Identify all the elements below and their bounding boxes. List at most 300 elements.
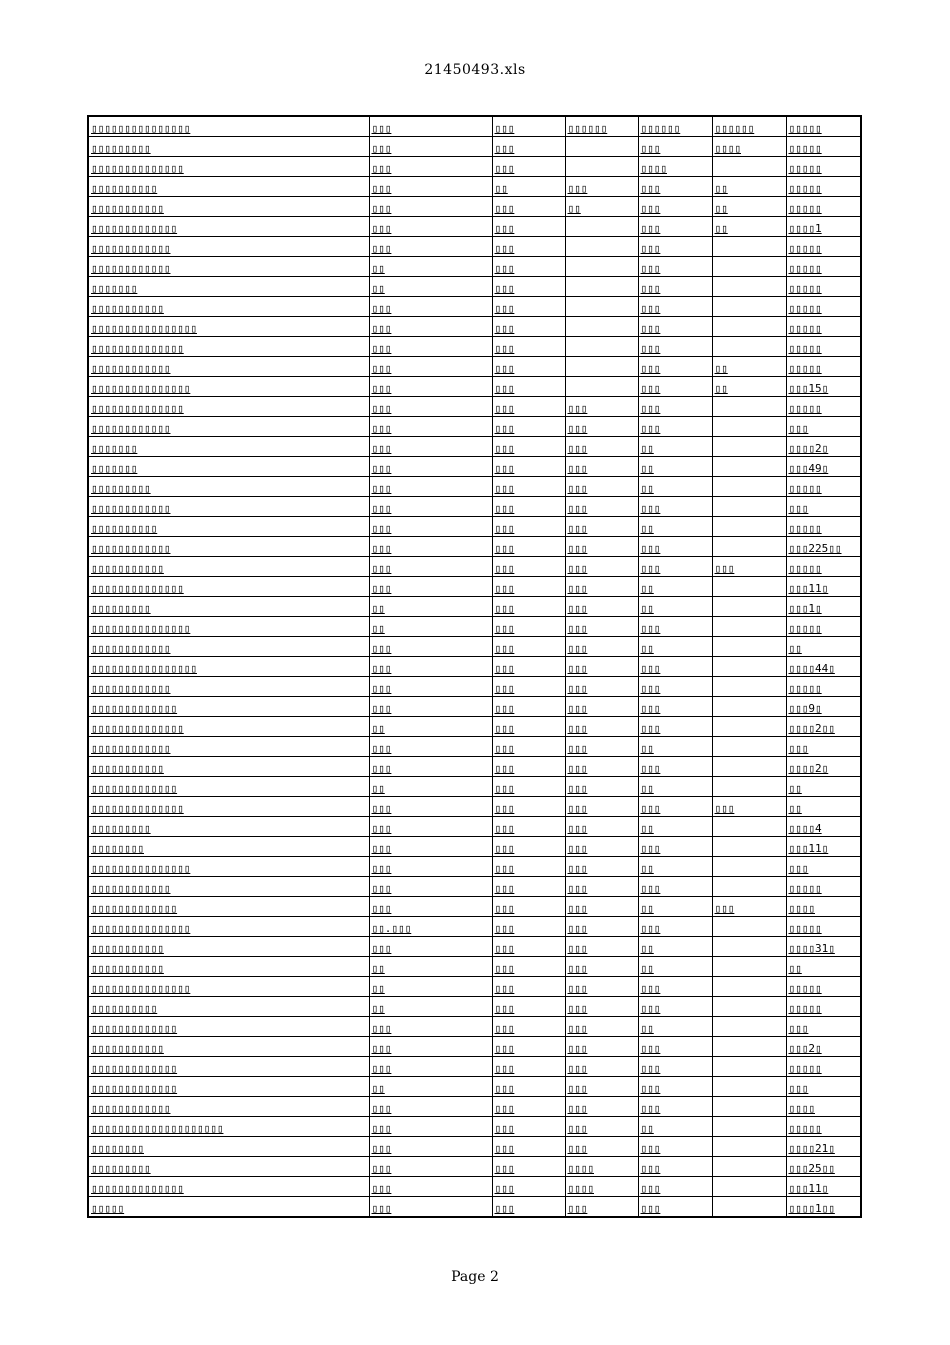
cell-text: ▯▯▯ <box>371 1202 392 1215</box>
cell-text: ▯▯▯ <box>371 302 392 315</box>
table-cell <box>88 697 369 717</box>
table-cell <box>786 697 861 717</box>
cell-text: ▯▯▯ <box>494 302 515 315</box>
table-cell <box>492 857 565 877</box>
cell-text: ▯▯▯ <box>494 322 515 335</box>
table-cell <box>565 297 638 317</box>
cell-text: ▯▯ <box>640 642 654 655</box>
cell-text: ▯▯▯ <box>371 1162 392 1175</box>
cell-text: ▯▯▯ <box>494 1182 515 1195</box>
cell-text: ▯▯▯ <box>640 502 661 515</box>
cell-text: ▯▯▯▯▯ <box>788 402 822 415</box>
table-cell <box>88 1017 369 1037</box>
table-row <box>88 957 861 977</box>
cell-text: ▯▯ <box>371 982 385 995</box>
table-cell <box>638 637 712 657</box>
table-cell <box>88 116 369 137</box>
cell-text: ▯▯▯▯▯▯▯▯▯▯▯▯ <box>91 262 171 275</box>
cell-text: ▯▯▯▯▯▯▯▯▯▯▯▯▯▯▯▯ <box>91 662 197 675</box>
cell-text: ▯▯▯▯ <box>567 1182 594 1195</box>
table-cell <box>565 197 638 217</box>
table-cell <box>712 517 786 537</box>
table-cell <box>638 417 712 437</box>
table-cell <box>88 577 369 597</box>
cell-text: ▯▯▯ <box>494 482 515 495</box>
table-cell <box>369 257 492 277</box>
cell-text: ▯▯▯ <box>714 802 735 815</box>
table-cell <box>88 457 369 477</box>
table-cell <box>88 717 369 737</box>
table-cell <box>565 1117 638 1137</box>
table-cell <box>786 277 861 297</box>
cell-text: ▯▯▯▯▯ <box>788 322 822 335</box>
table-cell <box>565 537 638 557</box>
table-row <box>88 917 861 937</box>
table-cell <box>492 817 565 837</box>
table-cell <box>638 357 712 377</box>
cell-text: ▯▯▯ <box>494 822 515 835</box>
table-row <box>88 1177 861 1197</box>
table-cell <box>88 197 369 217</box>
table-cell <box>638 157 712 177</box>
table-cell <box>638 116 712 137</box>
cell-text: ▯▯▯ <box>494 162 515 175</box>
cell-text: ▯▯▯225▯▯ <box>788 542 842 555</box>
cell-text: ▯▯▯ <box>494 462 515 475</box>
cell-text: ▯▯▯▯▯ <box>788 282 822 295</box>
cell-text: ▯▯▯ <box>640 662 661 675</box>
table-cell <box>492 877 565 897</box>
table-cell <box>786 557 861 577</box>
cell-text: ▯▯▯ <box>640 1042 661 1055</box>
table-cell <box>88 1157 369 1177</box>
table-cell <box>565 437 638 457</box>
table-cell <box>638 997 712 1017</box>
cell-text: ▯▯▯▯▯▯▯▯▯▯▯▯▯▯▯ <box>91 862 191 875</box>
table-cell <box>565 997 638 1017</box>
cell-text: ▯▯ <box>640 602 654 615</box>
table-cell <box>638 437 712 457</box>
table-cell <box>88 517 369 537</box>
cell-text: ▯▯▯▯2▯ <box>788 762 829 775</box>
cell-text: ▯▯▯ <box>640 542 661 555</box>
table-cell <box>565 857 638 877</box>
table-cell <box>712 1077 786 1097</box>
cell-text: ▯▯▯ <box>494 1062 515 1075</box>
table-cell <box>786 497 861 517</box>
cell-text: ▯▯▯ <box>371 162 392 175</box>
cell-text: ▯▯ <box>640 522 654 535</box>
table-cell <box>88 237 369 257</box>
table-cell <box>565 177 638 197</box>
cell-text: ▯▯▯ <box>494 1042 515 1055</box>
table-cell <box>712 877 786 897</box>
table-cell <box>88 737 369 757</box>
table-cell <box>786 877 861 897</box>
table-row <box>88 257 861 277</box>
table-cell <box>369 277 492 297</box>
table-cell <box>712 657 786 677</box>
table-cell <box>786 797 861 817</box>
table-cell <box>712 577 786 597</box>
cell-text: ▯▯▯ <box>371 1182 392 1195</box>
cell-text: ▯▯▯ <box>371 842 392 855</box>
cell-text: ▯▯▯ <box>640 622 661 635</box>
cell-text: ▯▯▯▯▯▯▯▯▯▯▯▯▯▯▯▯▯▯▯▯ <box>91 1122 224 1135</box>
table-cell <box>492 237 565 257</box>
cell-text: ▯▯▯ <box>567 902 588 915</box>
cell-text: ▯▯▯ <box>371 442 392 455</box>
table-cell <box>712 257 786 277</box>
table-cell <box>565 757 638 777</box>
table-cell <box>492 897 565 917</box>
cell-text: ▯▯▯▯4 <box>788 822 822 835</box>
table-cell <box>565 837 638 857</box>
table-cell <box>369 116 492 137</box>
table-cell <box>786 917 861 937</box>
table-cell <box>712 1057 786 1077</box>
cell-text: ▯▯▯▯▯▯▯▯▯▯ <box>91 522 158 535</box>
cell-text: ▯▯▯11▯ <box>788 842 829 855</box>
table-cell <box>712 1197 786 1218</box>
cell-text: ▯▯▯ <box>567 842 588 855</box>
table-cell <box>88 937 369 957</box>
table-cell <box>369 797 492 817</box>
cell-text: ▯▯▯▯▯▯▯▯▯▯▯▯ <box>91 242 171 255</box>
cell-text: ▯▯▯ <box>640 882 661 895</box>
table-cell <box>712 1177 786 1197</box>
table-cell <box>492 177 565 197</box>
table-cell <box>786 737 861 757</box>
cell-text: ▯▯▯ <box>494 1002 515 1015</box>
table-cell <box>88 857 369 877</box>
table-cell <box>565 417 638 437</box>
table-cell <box>492 1017 565 1037</box>
table-cell <box>565 257 638 277</box>
cell-text: ▯▯ <box>640 1022 654 1035</box>
table-cell <box>492 397 565 417</box>
cell-text: ▯▯▯ <box>371 542 392 555</box>
cell-text: ▯▯▯ <box>640 142 661 155</box>
table-cell <box>492 777 565 797</box>
table-cell <box>638 1037 712 1057</box>
cell-text: ▯▯▯ <box>567 522 588 535</box>
table-cell <box>565 597 638 617</box>
table-cell <box>712 977 786 997</box>
table-cell <box>712 757 786 777</box>
cell-text: ▯▯▯▯▯▯▯▯▯▯▯▯ <box>91 882 171 895</box>
table-row <box>88 897 861 917</box>
cell-text: ▯▯.▯▯▯ <box>371 922 412 935</box>
table-cell <box>565 137 638 157</box>
table-row <box>88 477 861 497</box>
table-cell <box>638 297 712 317</box>
cell-text: ▯▯▯ <box>494 782 515 795</box>
cell-text: ▯▯▯ <box>371 402 392 415</box>
table-cell <box>565 917 638 937</box>
table-cell <box>88 1037 369 1057</box>
table-row <box>88 437 861 457</box>
table-cell <box>369 757 492 777</box>
cell-text: ▯▯▯▯▯▯▯▯▯▯▯▯▯▯ <box>91 722 184 735</box>
table-cell <box>88 217 369 237</box>
table-row <box>88 337 861 357</box>
table-cell <box>492 337 565 357</box>
table-row <box>88 617 861 637</box>
table-cell <box>369 1057 492 1077</box>
cell-text: ▯▯▯▯▯▯▯▯▯▯▯▯ <box>91 742 171 755</box>
cell-text: ▯▯▯▯▯▯▯ <box>91 462 138 475</box>
table-cell <box>88 357 369 377</box>
cell-text: ▯▯▯ <box>371 1062 392 1075</box>
cell-text: ▯▯▯ <box>371 682 392 695</box>
table-cell <box>369 837 492 857</box>
table-cell <box>786 257 861 277</box>
table-cell <box>638 1177 712 1197</box>
cell-text: ▯▯▯15▯ <box>788 382 829 395</box>
table-cell <box>565 377 638 397</box>
table-cell <box>786 397 861 417</box>
cell-text: ▯▯▯▯▯▯▯▯▯ <box>91 602 151 615</box>
table-cell <box>88 557 369 577</box>
table-cell <box>369 197 492 217</box>
table-cell <box>786 657 861 677</box>
cell-text: ▯▯▯ <box>788 1082 809 1095</box>
cell-text: ▯▯ <box>788 962 802 975</box>
cell-text: ▯▯▯▯ <box>788 902 815 915</box>
table-cell <box>88 1177 369 1197</box>
table-cell <box>88 377 369 397</box>
table-cell <box>369 777 492 797</box>
table-cell <box>565 817 638 837</box>
table-row <box>88 357 861 377</box>
table-cell <box>88 437 369 457</box>
cell-text: ▯▯▯ <box>494 922 515 935</box>
cell-text: ▯▯▯ <box>567 722 588 735</box>
cell-text: ▯▯ <box>371 1002 385 1015</box>
cell-text: ▯▯▯▯▯ <box>788 362 822 375</box>
table-cell <box>638 457 712 477</box>
table-cell <box>712 297 786 317</box>
table-cell <box>88 257 369 277</box>
table-row <box>88 857 861 877</box>
table-cell <box>638 597 712 617</box>
table-cell <box>88 157 369 177</box>
table-cell <box>369 337 492 357</box>
cell-text: ▯▯ <box>567 202 581 215</box>
table-cell <box>492 1197 565 1218</box>
table-cell <box>786 116 861 137</box>
cell-text: ▯▯ <box>371 622 385 635</box>
cell-text: ▯▯▯ <box>371 462 392 475</box>
table-cell <box>369 437 492 457</box>
table-cell <box>369 457 492 477</box>
table-cell <box>492 957 565 977</box>
cell-text: ▯▯▯▯▯▯▯▯▯▯▯▯ <box>91 682 171 695</box>
cell-text: ▯▯▯ <box>640 282 661 295</box>
table-cell <box>369 1177 492 1197</box>
table-cell <box>786 777 861 797</box>
cell-text: ▯▯▯▯2▯▯ <box>788 722 835 735</box>
table-cell <box>565 697 638 717</box>
table-cell <box>786 177 861 197</box>
cell-text: ▯▯▯ <box>494 562 515 575</box>
cell-text: ▯▯▯ <box>567 402 588 415</box>
table-cell <box>786 577 861 597</box>
table-row <box>88 657 861 677</box>
cell-text: ▯▯▯▯▯ <box>788 982 822 995</box>
table-cell <box>638 1097 712 1117</box>
table-cell <box>369 397 492 417</box>
cell-text: ▯▯▯ <box>640 362 661 375</box>
table-cell <box>638 617 712 637</box>
table-cell <box>786 1017 861 1037</box>
cell-text: ▯▯▯25▯▯ <box>788 1162 835 1175</box>
table-cell <box>638 497 712 517</box>
table-row <box>88 577 861 597</box>
cell-text: ▯▯ <box>371 602 385 615</box>
table-cell <box>88 1117 369 1137</box>
cell-text: ▯▯▯▯▯ <box>788 342 822 355</box>
table-cell <box>565 357 638 377</box>
cell-text: ▯▯▯▯▯▯▯▯▯▯▯▯▯▯▯ <box>91 122 191 135</box>
table-cell <box>638 237 712 257</box>
table-cell <box>786 537 861 557</box>
table-cell <box>492 557 565 577</box>
cell-text: ▯▯▯ <box>640 1142 661 1155</box>
cell-text: ▯▯▯ <box>567 882 588 895</box>
cell-text: ▯▯▯▯▯▯▯▯▯▯▯ <box>91 562 164 575</box>
table-cell <box>88 1197 369 1218</box>
cell-text: ▯▯▯ <box>567 442 588 455</box>
cell-text: ▯▯ <box>714 202 728 215</box>
table-cell <box>565 1177 638 1197</box>
table-cell <box>638 257 712 277</box>
table-cell <box>786 957 861 977</box>
cell-text: ▯▯▯▯▯ <box>788 1062 822 1075</box>
table-cell <box>712 897 786 917</box>
table-cell <box>565 797 638 817</box>
table-row <box>88 537 861 557</box>
cell-text: ▯▯▯▯21▯ <box>788 1142 835 1155</box>
cell-text: ▯▯▯ <box>371 662 392 675</box>
table-cell <box>638 677 712 697</box>
cell-text: ▯▯▯▯▯▯▯▯▯▯▯▯▯ <box>91 222 178 235</box>
cell-text: ▯▯▯▯▯ <box>91 1202 125 1215</box>
table-cell <box>712 116 786 137</box>
table-cell <box>492 116 565 137</box>
cell-text: ▯▯▯ <box>494 1082 515 1095</box>
cell-text: ▯▯▯▯▯▯▯▯▯▯▯▯ <box>91 1102 171 1115</box>
table-cell <box>492 497 565 517</box>
document-title: 21450493.xls <box>424 62 526 78</box>
table-cell <box>786 517 861 537</box>
table-cell <box>638 657 712 677</box>
table-cell <box>565 677 638 697</box>
table-cell <box>565 517 638 537</box>
table-cell <box>638 1077 712 1097</box>
table-cell <box>786 857 861 877</box>
cell-text: ▯▯▯ <box>714 902 735 915</box>
table-row <box>88 297 861 317</box>
table-cell <box>712 1137 786 1157</box>
cell-text: ▯▯▯▯▯▯▯▯▯▯▯▯▯▯ <box>91 802 184 815</box>
table-cell <box>638 477 712 497</box>
cell-text: ▯▯▯ <box>494 662 515 675</box>
table-cell <box>492 417 565 437</box>
cell-text: ▯▯▯▯▯▯▯▯▯▯▯▯▯ <box>91 1062 178 1075</box>
table-cell <box>492 477 565 497</box>
cell-text: ▯▯▯▯▯ <box>788 242 822 255</box>
table-row <box>88 197 861 217</box>
table-cell <box>638 1017 712 1037</box>
cell-text: ▯▯▯ <box>640 382 661 395</box>
cell-text: ▯▯▯▯▯▯▯▯▯▯▯ <box>91 942 164 955</box>
table-cell <box>369 497 492 517</box>
table-cell <box>786 217 861 237</box>
table-cell <box>88 957 369 977</box>
table-cell <box>492 357 565 377</box>
table-cell <box>712 597 786 617</box>
cell-text: ▯▯▯ <box>567 482 588 495</box>
table-cell <box>786 157 861 177</box>
table-cell <box>369 997 492 1017</box>
cell-text: ▯▯ <box>788 642 802 655</box>
table-cell <box>786 297 861 317</box>
table-cell <box>565 877 638 897</box>
table-cell <box>492 157 565 177</box>
cell-text: ▯▯▯▯▯▯▯▯▯▯ <box>91 1002 158 1015</box>
cell-text: ▯▯▯ <box>371 742 392 755</box>
table-cell <box>369 1157 492 1177</box>
table-cell <box>638 757 712 777</box>
cell-text: ▯▯▯ <box>371 822 392 835</box>
cell-text: ▯▯ <box>494 182 508 195</box>
table-cell <box>786 377 861 397</box>
table-row <box>88 1157 861 1177</box>
table-cell <box>786 997 861 1017</box>
table-cell <box>492 617 565 637</box>
table-cell <box>786 617 861 637</box>
cell-text: ▯▯▯ <box>494 642 515 655</box>
table-cell <box>492 717 565 737</box>
table-cell <box>638 697 712 717</box>
cell-text: ▯▯▯▯▯ <box>788 182 822 195</box>
table-cell <box>369 1037 492 1057</box>
table-cell <box>786 197 861 217</box>
cell-text: ▯▯▯▯▯▯▯▯▯▯▯▯▯▯▯ <box>91 922 191 935</box>
cell-text: ▯▯▯ <box>494 602 515 615</box>
cell-text: ▯▯▯ <box>494 962 515 975</box>
cell-text: ▯▯▯▯▯ <box>788 622 822 635</box>
table-cell <box>369 1097 492 1117</box>
cell-text: ▯▯▯ <box>567 642 588 655</box>
table-cell <box>492 377 565 397</box>
cell-text: ▯▯ <box>640 862 654 875</box>
cell-text: ▯▯▯ <box>567 1142 588 1155</box>
table-cell <box>88 1097 369 1117</box>
cell-text: ▯▯▯▯▯▯▯▯▯▯▯▯▯▯ <box>91 402 184 415</box>
cell-text: ▯▯▯ <box>371 382 392 395</box>
cell-text: ▯▯▯ <box>371 222 392 235</box>
cell-text: ▯▯▯ <box>567 982 588 995</box>
table-cell <box>565 317 638 337</box>
cell-text: ▯▯▯▯▯▯ <box>640 122 681 135</box>
table-cell <box>638 837 712 857</box>
table-cell <box>88 777 369 797</box>
cell-text: ▯▯▯ <box>494 802 515 815</box>
table-cell <box>369 977 492 997</box>
